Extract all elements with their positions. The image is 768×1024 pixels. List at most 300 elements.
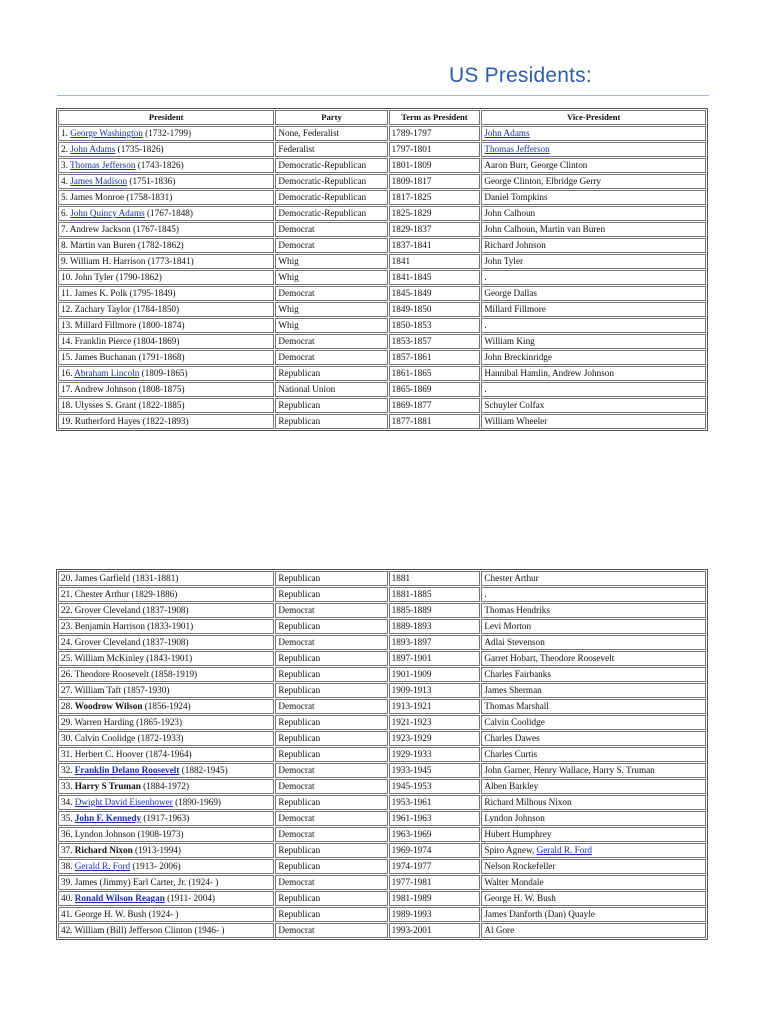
president-name: Millard Fillmore — [74, 320, 137, 330]
president-cell — [58, 126, 274, 141]
term-cell: 1977-1981 — [389, 875, 481, 890]
president-cell — [58, 286, 274, 301]
table-row — [58, 254, 706, 269]
president-number: 33. — [61, 781, 75, 791]
party-cell: National Union — [275, 382, 387, 397]
president-link[interactable]: Gerald R. Ford — [74, 861, 131, 871]
president-name: Franklin Pierce — [74, 336, 132, 346]
vice-president-cell — [481, 875, 706, 890]
president-link[interactable]: Ronald Wilson Reagan — [74, 893, 165, 903]
president-number: 27. — [61, 685, 75, 695]
party-cell: Democrat — [275, 286, 387, 301]
president-link[interactable]: Abraham Lincoln — [74, 368, 140, 378]
president-years: (1767-1848) — [144, 208, 193, 218]
president-name: Harry S Truman — [74, 781, 141, 791]
term-cell: 1837-1841 — [389, 238, 481, 253]
party-cell: Whig — [275, 318, 387, 333]
president-number: 10. — [61, 272, 75, 282]
president-number: 30. — [61, 733, 75, 743]
table-row — [58, 174, 706, 189]
vice-president-name: Richard Johnson — [484, 240, 546, 250]
president-years: (1857-1930) — [121, 685, 170, 695]
party-cell: Democratic-Republican — [275, 158, 387, 173]
presidents-table-1 — [56, 108, 708, 431]
president-number: 5. — [61, 192, 71, 202]
president-name: Theodore Roosevelt — [74, 669, 149, 679]
party-cell: Whig — [275, 302, 387, 317]
president-cell — [58, 587, 274, 602]
table-row — [58, 286, 706, 301]
title-divider — [57, 95, 709, 96]
term-cell: 1801-1809 — [389, 158, 481, 173]
table-row — [58, 350, 706, 365]
vice-president-name: . — [484, 272, 487, 282]
president-link[interactable]: John F. Kennedy — [74, 813, 142, 823]
president-years: (1924- ) — [146, 909, 179, 919]
vice-president-name: Charles Curtis — [484, 749, 538, 759]
president-number: 12. — [61, 304, 75, 314]
term-cell: 1869-1877 — [389, 398, 481, 413]
party-cell: Republican — [275, 907, 387, 922]
table-row — [58, 158, 706, 173]
president-number: 41. — [61, 909, 75, 919]
president-name: Calvin Coolidge — [74, 733, 136, 743]
term-cell: 1993-2001 — [389, 923, 481, 938]
vice-president-cell — [481, 350, 706, 365]
vice-president-name: Levi Morton — [484, 621, 532, 631]
term-cell: 1923-1929 — [389, 731, 481, 746]
president-number: 4. — [61, 176, 71, 186]
president-number: 20. — [61, 573, 75, 583]
president-number: 32. — [61, 765, 75, 775]
president-name: Benjamin Harrison — [74, 621, 145, 631]
table-row — [58, 190, 706, 205]
party-cell: Democratic-Republican — [275, 190, 387, 205]
term-cell: 1901-1909 — [389, 667, 481, 682]
president-cell — [58, 811, 274, 826]
president-years: (1858-1919) — [148, 669, 198, 679]
table-row — [58, 238, 706, 253]
vice-president-cell — [481, 843, 706, 858]
president-number: 42. — [61, 925, 75, 935]
president-years: (1804-1869) — [131, 336, 180, 346]
party-cell: Democrat — [275, 238, 387, 253]
president-name: Rutherford Hayes — [74, 416, 141, 426]
vice-president-name: John Calhoun, Martin van Buren — [484, 224, 606, 234]
term-cell: 1885-1889 — [389, 603, 481, 618]
vice-president-cell — [481, 731, 706, 746]
party-cell: Republican — [275, 683, 387, 698]
vice-president-cell — [481, 190, 706, 205]
vice-president-cell — [481, 763, 706, 778]
president-years: (1822-1885) — [136, 400, 185, 410]
party-cell: Republican — [275, 715, 387, 730]
table-row — [58, 398, 706, 413]
president-cell — [58, 731, 274, 746]
president-cell — [58, 318, 274, 333]
header-term: Term as President — [389, 110, 481, 125]
vice-president-cell — [481, 158, 706, 173]
term-cell: 1849-1850 — [389, 302, 481, 317]
vice-president-name: Adlai Stevenson — [484, 637, 545, 647]
president-link[interactable]: Franklin Delano Roosevelt — [74, 765, 180, 775]
president-cell — [58, 366, 274, 381]
president-link[interactable]: George Washington — [70, 128, 143, 138]
president-cell — [58, 843, 274, 858]
vice-president-link[interactable]: Gerald R. Ford — [536, 845, 592, 855]
president-years: (1735-1826) — [115, 144, 164, 154]
president-years: (1911- 2004) — [164, 893, 215, 903]
vice-president-cell — [481, 683, 706, 698]
party-cell: Democrat — [275, 923, 387, 938]
vice-president-name: George Dallas — [484, 288, 537, 298]
table-row — [58, 651, 706, 666]
president-name: Andrew Johnson — [74, 384, 137, 394]
president-years: (1831-1881) — [130, 573, 179, 583]
president-cell — [58, 763, 274, 778]
vice-president-cell — [481, 779, 706, 794]
president-cell — [58, 635, 274, 650]
term-cell: 1981-1989 — [389, 891, 481, 906]
vice-president-name: Schuyler Colfax — [484, 400, 545, 410]
vice-president-cell — [481, 174, 706, 189]
page-title: US Presidents: — [449, 64, 592, 87]
party-cell: Republican — [275, 859, 387, 874]
vice-president-name: Aaron Burr, George Clinton — [484, 160, 588, 170]
president-number: 40. — [61, 893, 75, 903]
term-cell: 1963-1969 — [389, 827, 481, 842]
table-row — [58, 699, 706, 714]
vice-president-name: Spiro Agnew, — [484, 845, 537, 855]
party-cell: Democrat — [275, 334, 387, 349]
president-years: (1837-1908) — [140, 605, 189, 615]
president-years: (1917-1963) — [141, 813, 190, 823]
president-name: Martin van Buren — [70, 240, 136, 250]
party-cell: Democratic-Republican — [275, 206, 387, 221]
term-cell: 1861-1865 — [389, 366, 481, 381]
table-row — [58, 667, 706, 682]
president-years: (1872-1933) — [135, 733, 184, 743]
vice-president-cell — [481, 651, 706, 666]
vice-president-cell — [481, 667, 706, 682]
table-row — [58, 763, 706, 778]
president-name: Herbert C. Hoover — [74, 749, 144, 759]
term-cell: 1913-1921 — [389, 699, 481, 714]
vice-president-name: James Danforth (Dan) Quayle — [484, 909, 595, 919]
president-number: 16. — [61, 368, 75, 378]
president-name: James (Jimmy) Earl Carter, Jr. — [74, 877, 187, 887]
table-row — [58, 318, 706, 333]
president-number: 25. — [61, 653, 75, 663]
president-years: (1946- ) — [192, 925, 225, 935]
party-cell: Republican — [275, 843, 387, 858]
table-row — [58, 366, 706, 381]
term-cell: 1789-1797 — [389, 126, 481, 141]
vice-president-name: Garret Hobart, Theodore Roosevelt — [484, 653, 615, 663]
president-cell — [58, 238, 274, 253]
president-cell — [58, 302, 274, 317]
party-cell: Republican — [275, 731, 387, 746]
president-cell — [58, 603, 274, 618]
vice-president-name: George H. W. Bush — [484, 893, 556, 903]
table-row — [58, 779, 706, 794]
vice-president-cell — [481, 587, 706, 602]
president-years: (1758-1831) — [124, 192, 173, 202]
table-row — [58, 206, 706, 221]
president-cell — [58, 651, 274, 666]
president-number: 21. — [61, 589, 75, 599]
vice-president-cell — [481, 571, 706, 586]
president-number: 3. — [61, 160, 71, 170]
president-cell — [58, 350, 274, 365]
president-link[interactable]: John Quincy Adams — [70, 208, 145, 218]
vice-president-cell — [481, 318, 706, 333]
vice-president-name: William Wheeler — [484, 416, 548, 426]
president-years: (1732-1799) — [142, 128, 192, 138]
president-years: (1822-1893) — [140, 416, 189, 426]
vice-president-name: . — [484, 320, 487, 330]
president-number: 11. — [61, 288, 75, 298]
party-cell: Democrat — [275, 875, 387, 890]
table-row — [58, 859, 706, 874]
vice-president-name: Al Gore — [484, 925, 515, 935]
table-row — [58, 619, 706, 634]
vice-president-name: John Tyler — [484, 256, 524, 266]
term-cell: 1809-1817 — [389, 174, 481, 189]
header-president: President — [58, 110, 274, 125]
vice-president-cell — [481, 827, 706, 842]
vice-president-link[interactable]: John Adams — [484, 128, 530, 138]
party-cell: Democrat — [275, 779, 387, 794]
president-name: James Monroe — [70, 192, 125, 202]
table-row — [58, 126, 706, 141]
president-name: Andrew Jackson — [69, 224, 131, 234]
party-cell: Democrat — [275, 811, 387, 826]
president-link[interactable]: Thomas Jefferson — [70, 160, 136, 170]
president-cell — [58, 142, 274, 157]
president-number: 1. — [61, 128, 71, 138]
president-years: (1782-1862) — [135, 240, 184, 250]
president-cell — [58, 715, 274, 730]
table-row — [58, 142, 706, 157]
table-body-2 — [58, 571, 706, 938]
vice-president-cell — [481, 859, 706, 874]
table-row — [58, 715, 706, 730]
president-link[interactable]: John Adams — [70, 144, 116, 154]
president-years: (1808-1875) — [136, 384, 185, 394]
vice-president-cell — [481, 635, 706, 650]
president-cell — [58, 619, 274, 634]
term-cell: 1909-1913 — [389, 683, 481, 698]
president-years: (1874-1964) — [143, 749, 192, 759]
party-cell: Republican — [275, 891, 387, 906]
president-number: 35. — [61, 813, 75, 823]
table-row — [58, 587, 706, 602]
president-number: 6. — [61, 208, 71, 218]
vice-president-name: James Sherman — [484, 685, 542, 695]
vice-president-name: Chester Arthur — [484, 573, 539, 583]
term-cell: 1817-1825 — [389, 190, 481, 205]
term-cell: 1889-1893 — [389, 619, 481, 634]
president-years: (1751-1836) — [127, 176, 176, 186]
table-row — [58, 334, 706, 349]
president-years: (1884-1972) — [140, 781, 190, 791]
vice-president-cell — [481, 302, 706, 317]
president-link[interactable]: Dwight David Eisenhower — [74, 797, 173, 807]
vice-president-cell — [481, 142, 706, 157]
vice-president-cell — [481, 382, 706, 397]
president-link[interactable]: James Madison — [70, 176, 128, 186]
vice-president-cell — [481, 907, 706, 922]
vice-president-link[interactable]: Thomas Jefferson — [484, 144, 550, 154]
president-years: (1829-1886) — [129, 589, 178, 599]
term-cell: 1841-1845 — [389, 270, 481, 285]
president-name: Chester Arthur — [74, 589, 130, 599]
vice-president-cell — [481, 414, 706, 429]
vice-president-name: Alben Barkley — [484, 781, 539, 791]
president-cell — [58, 571, 274, 586]
president-years: (1795-1849) — [127, 288, 176, 298]
header-vice-president: Vice-President — [481, 110, 706, 125]
president-years: (1856-1924) — [142, 701, 191, 711]
president-cell — [58, 398, 274, 413]
table-row — [58, 270, 706, 285]
president-number: 26. — [61, 669, 75, 679]
table-row — [58, 923, 706, 938]
vice-president-cell — [481, 891, 706, 906]
vice-president-name: Charles Dawes — [484, 733, 540, 743]
president-years: (1913- 2006) — [130, 861, 181, 871]
president-number: 28. — [61, 701, 75, 711]
president-name: Grover Cleveland — [74, 637, 141, 647]
table-body-1 — [58, 126, 706, 429]
party-cell: Republican — [275, 571, 387, 586]
president-years: (1908-1973) — [135, 829, 184, 839]
term-cell: 1845-1849 — [389, 286, 481, 301]
vice-president-cell — [481, 206, 706, 221]
vice-president-name: Charles Fairbanks — [484, 669, 551, 679]
president-cell — [58, 667, 274, 682]
president-name: John Tyler — [74, 272, 114, 282]
vice-president-cell — [481, 715, 706, 730]
term-cell: 1881-1885 — [389, 587, 481, 602]
president-number: 19. — [61, 416, 75, 426]
president-name: Richard Nixon — [74, 845, 133, 855]
president-cell — [58, 206, 274, 221]
president-number: 37. — [61, 845, 75, 855]
vice-president-name: Hannibal Hamlin, Andrew Johnson — [484, 368, 614, 378]
party-cell: Federalist — [275, 142, 387, 157]
term-cell: 1829-1837 — [389, 222, 481, 237]
president-number: 18. — [61, 400, 75, 410]
table-row — [58, 414, 706, 429]
party-cell: Democrat — [275, 763, 387, 778]
vice-president-name: John Calhoun — [484, 208, 536, 218]
table-header-row — [58, 110, 706, 125]
party-cell: Democratic-Republican — [275, 174, 387, 189]
table-row — [58, 222, 706, 237]
vice-president-cell — [481, 699, 706, 714]
president-name: Grover Cleveland — [74, 605, 141, 615]
party-cell: Republican — [275, 651, 387, 666]
president-cell — [58, 859, 274, 874]
party-cell: Republican — [275, 366, 387, 381]
president-years: (1833-1901) — [144, 621, 194, 631]
vice-president-name: Thomas Marshall — [484, 701, 549, 711]
vice-president-name: William King — [484, 336, 535, 346]
vice-president-cell — [481, 334, 706, 349]
party-cell: None, Federalist — [275, 126, 387, 141]
table-row — [58, 891, 706, 906]
table-row — [58, 731, 706, 746]
table-row — [58, 843, 706, 858]
vice-president-cell — [481, 126, 706, 141]
table-row — [58, 875, 706, 890]
president-name: William McKinley — [74, 653, 144, 663]
vice-president-name: . — [484, 384, 487, 394]
president-name: James Garfield — [74, 573, 131, 583]
term-cell: 1969-1974 — [389, 843, 481, 858]
vice-president-name: Calvin Coolidge — [484, 717, 545, 727]
president-number: 36. — [61, 829, 75, 839]
party-cell: Democrat — [275, 635, 387, 650]
term-cell: 1933-1945 — [389, 763, 481, 778]
president-number: 17. — [61, 384, 75, 394]
term-cell: 1797-1801 — [389, 142, 481, 157]
president-number: 9. — [61, 256, 71, 266]
president-name: George H. W. Bush — [74, 909, 147, 919]
vice-president-cell — [481, 286, 706, 301]
president-number: 15. — [61, 352, 75, 362]
president-years: (1809-1865) — [139, 368, 188, 378]
president-years: (1773-1841) — [145, 256, 194, 266]
president-name: James K. Polk — [74, 288, 128, 298]
vice-president-name: Hubert Humphrey — [484, 829, 552, 839]
vice-president-name: George Clinton, Elbridge Gerry — [484, 176, 602, 186]
president-cell — [58, 747, 274, 762]
vice-president-cell — [481, 238, 706, 253]
party-cell: Republican — [275, 398, 387, 413]
term-cell: 1893-1897 — [389, 635, 481, 650]
vice-president-cell — [481, 619, 706, 634]
president-years: (1767-1845) — [130, 224, 179, 234]
vice-president-name: John Garner, Henry Wallace, Harry S. Truman — [484, 765, 655, 775]
table-row — [58, 747, 706, 762]
president-cell — [58, 875, 274, 890]
president-number: 39. — [61, 877, 75, 887]
president-cell — [58, 923, 274, 938]
term-cell: 1857-1861 — [389, 350, 481, 365]
party-cell: Democrat — [275, 603, 387, 618]
president-cell — [58, 190, 274, 205]
president-name: William (Bill) Jefferson Clinton — [74, 925, 193, 935]
vice-president-name: Daniel Tompkins — [484, 192, 548, 202]
president-years: (1790-1862) — [113, 272, 162, 282]
vice-president-cell — [481, 366, 706, 381]
president-name: Ulysses S. Grant — [74, 400, 137, 410]
president-cell — [58, 334, 274, 349]
table-row — [58, 603, 706, 618]
header-party: Party — [275, 110, 387, 125]
table-row — [58, 827, 706, 842]
vice-president-name: Walter Mondale — [484, 877, 544, 887]
president-cell — [58, 414, 274, 429]
party-cell: Democrat — [275, 699, 387, 714]
party-cell: Republican — [275, 414, 387, 429]
president-number: 7. — [61, 224, 70, 234]
table-row — [58, 811, 706, 826]
vice-president-cell — [481, 398, 706, 413]
